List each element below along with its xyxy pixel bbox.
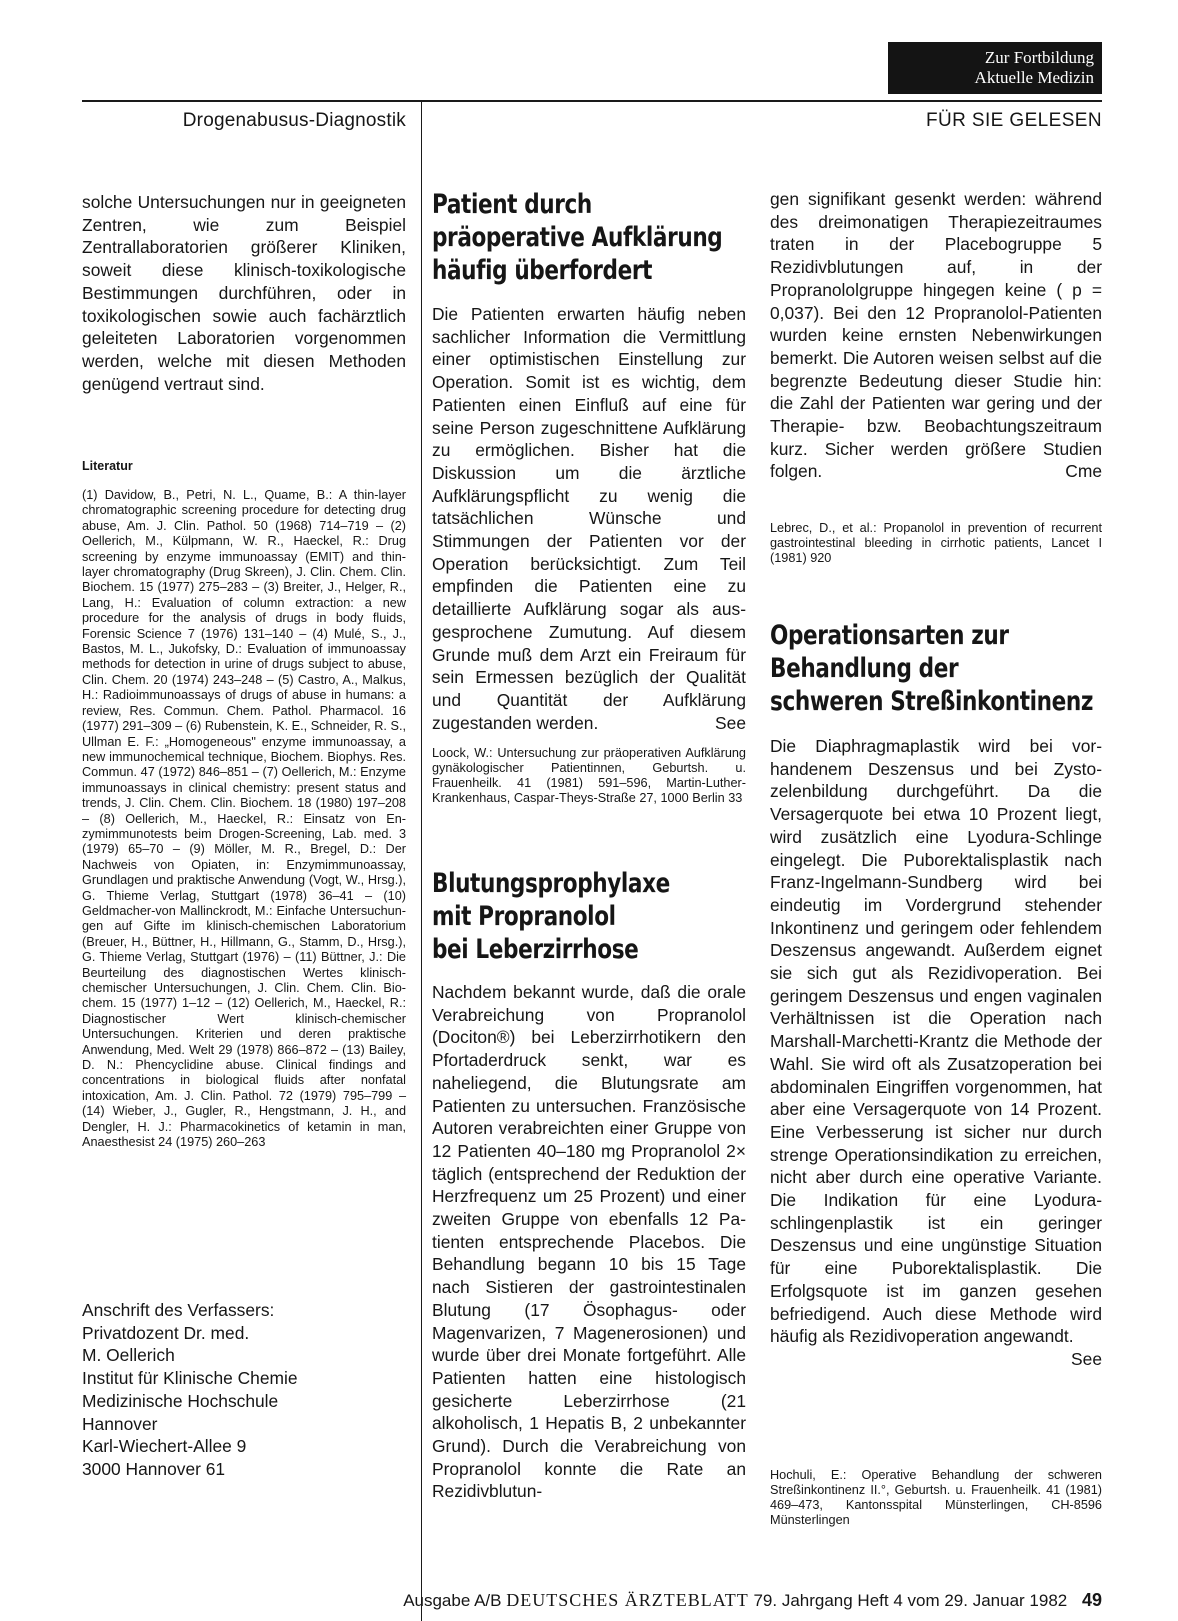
headline-line: präoperative Aufklärung <box>432 222 723 253</box>
page-number: 49 <box>1081 1590 1102 1610</box>
article3-source: Hochuli, E.: Operative Behandlung der schweren Streßinkontinenz II.°, Geburtsh. u. Frauenheilk. 41 (1981) 469–473, Kantonsspital Münsterlingen, CH-8596 Münsterlingen <box>770 1468 1102 1527</box>
article1-headline <box>432 188 746 287</box>
footer-issue: 79. Jahrgang Heft 4 vom 29. Januar 1982 <box>753 1591 1068 1610</box>
footer-journal: DEUTSCHES ÄRZTEBLATT <box>506 1590 749 1610</box>
section-tag-line1: Zur Fortbildung <box>984 48 1094 67</box>
page-footer <box>82 1590 1102 1611</box>
section-tag <box>888 42 1102 94</box>
article3-headline <box>770 619 1102 718</box>
article3-signoff: See <box>1071 1348 1102 1369</box>
address-line: Hannover <box>82 1413 158 1434</box>
author-address <box>82 1299 406 1481</box>
address-line: Karl-Wiechert-Allee 9 <box>82 1436 247 1457</box>
article2-source: Lebrec, D., et al.: Propanolol in prevention of recurrent gastrointestinal bleeding in cirrhotic patients, Lancet I (1981) 920 <box>770 521 1102 565</box>
article2-body-part1: Nachdem bekannt wurde, daß die orale Verabreichung von Propranolol (Dociton®) bei Leberzirrhotikern den Pfortaderdruck senkt, war es naheliegend, die Blutungsrate am Patienten zu untersuchen. Französische Autoren verabreichten einer Gruppe von 12 Patienten 40–180 mg Propranolol 2× täglich (entsprechend der Reduktion der Herzfrequenz um 25 Prozent) und einer zweiten Gruppe von ebenfalls 12 Patienten entsprechende Placebos. Die Behandlung begann 10 bis 15 Tage nach Sistieren der gastrointestinalen Blutung (17 Ösophagus- oder Magenvarizen, 7 Magenerosionen) und wurde über drei Monate fortgeführt. Alle Patienten hatten eine histologisch gesicherte Leberzirrhose (21 alkoholisch, 1 Hepatis B, 2 unbekannter Grund). Durch die Verabreichung von Propranolol konnte die Rate an Rezidivblutun- <box>432 982 746 1502</box>
address-line: 3000 Hannover 61 <box>82 1458 226 1479</box>
article2-signoff: Cme <box>1065 461 1102 482</box>
address-line: Anschrift des Verfassers: <box>82 1300 275 1320</box>
article3-body-text: Die Diaphragmaplastik wird bei vorhandenem Deszensus und bei Zystozelenbildung durchgeführt. Da die Versagerquote bei etwa 10 Prozent liegt, wird zusätzlich eine Lyodura-Schlinge eingelegt. Die Puborektalisplastik nach Franz-Ingelmann-Sundberg wird bei eindeutig im Vordergrund stehender Inkontinenz und geringem oder fehlendem Deszensus angewandt. Außerdem eignet sie sich gut als Rezidivoperation. Bei geringem Deszensus und engen vaginalen Verhältnissen ist die Operation nach Marshall-Marchetti-Krantz die Methode der Wahl. Sie wird oft als Zusatzoperation bei abdominalen Eingriffen vorgenommen, hat aber eine Versagerquote von 14 Prozent. Eine Verbesserung ist sicher nur durch strenge Operationsindikation zu erreichen, nicht aber durch eine operative Variante. Die Indikation für eine Lyoduraschlingenplastik ist ein geringer Deszensus und eine ungünstige Situation für eine Puborektalisplastik. Die Erfolgsquote ist im ganzen gesehen befriedigend. Auch diese Methode wird häufig als Rezidivoperation angewandt. <box>770 736 1102 1347</box>
address-line: Institut für Klinische Chemie <box>82 1368 298 1389</box>
article1-source: Loock, W.: Untersuchung zur präoperativen Aufklärung gynäkologischer Patientinnen, Geburtsh. u. Frauenheilk. 41 (1981) 591–596, Martin-Luther-Krankenhaus, Caspar-Theys-Straße 27, 1000 Berlin 33 <box>432 746 746 805</box>
article2-body-text: gen signifikant gesenkt werden: während des dreimonatigen Therapiezeitraumes traten in der Placebogruppe 5 Rezidivblutungen auf, in der Propranololgruppe hingegen keine ( p = 0,037). Bei den 12 Propranolol-Patienten wurden keine ernsten Nebenwirkungen bemerkt. Die Autoren weisen selbst auf die begrenzte Bedeutung dieser Studie hin: die Zahl der Patienten war gering und der Therapie- bzw. Beobachtungszeitraum kurz. Sicher werden größere Studien folgen. <box>770 189 1102 482</box>
headline-line: Behandlung der <box>770 653 959 684</box>
headline-line: bei Leberzirrhose <box>432 934 639 965</box>
running-head-right: FÜR SIE GELESEN <box>926 110 1102 131</box>
article2-body-part2 <box>770 188 1102 483</box>
address-line: Privatdozent Dr. med. <box>82 1322 250 1343</box>
headline-line: Operationsarten zur <box>770 620 1009 651</box>
article1-body <box>432 303 746 734</box>
address-line: Medizinische Hochschule <box>82 1390 279 1411</box>
section-tag-line2: Aktuelle Medizin <box>974 68 1094 87</box>
references-list: (1) Davidow, B., Petri, N. L., Quame, B.: A thin-layer chromatographic screening procedure for detecting drug abuse, Am. J. Clin. Pathol. 50 (1968) 714–719 – (2) Oellerich, M., Külpmann, W. R., Haeckel, R.: Drug screening by enzyme immunoassay (EMIT) and thin-layer chromatography (Drug Skreen), J. Clin. Chem. Clin. Biochem. 15 (1977) 275–283 – (3) Breiter, J., Helger, R., Lang, H.: Evaluation of column extraction: a new procedure for the analysis of drugs in body fluids, Forensic Science 7 (1976) 131–140 – (4) Mulé, S., J., Bastos, M. L., Jukofsky, D.: Evaluation of immunoassay methods for detection in urine of drugs subject to abuse, Clin. Chem. 20 (1974) 243–248 – (5) Castro, A., Malkus, H.: Radioimmunoassays of drugs of abuse in humans: a review, Res. Commun. Chem. Pathol. Pharmacol. 16 (1977) 291–309 – (6) Rubenstein, K. E., Schneider, R. S., Ullman E. F.: „Homogeneous" enzyme immunoassay, a new immunochemical technique, Biochem. Biophys. Res. Commun. 47 (1972) 846–851 – (7) Oellerich, M.: Enzyme immunoassays in clinical chemistry: present status and trends, J. Clin. Chem. Clin. Biochem. 18 (1980) 197–208 – (8) Oellerich, M., Haeckel, R.: Einsatz von Enzymimmunotests beim Drogen-Screening, Lab. med. 3 (1979) 65–70 – (9) Möller, M. R., Bregel, D.: Der Nachweis von Opiaten, in: Enzymimmunoassay, Grundlagen und praktische Anwendung (Vogt, W., Hrsg.), G. Thieme Verlag, Stuttgart (1978) 36–41 – (10) Geldmacher-von Mallinckrodt, M.: Einfache Untersuchungen auf Gifte im klinisch-chemischen Laboratorium (Breuer, H., Büttner, H., Hillmann, G., Stamm, D., Hrsg.), G. Thieme Verlag, Stuttgart (1976) – (11) Büttner, J.: Die Beurteilung des diagnostischen Wertes klinisch-chemischer Untersuchungen, J. Clin. Chem. Clin. Biochem. 15 (1977) 1–12 – (12) Oellerich, M., Haeckel, R.: Diagnostischer Wert klinisch-chemischer Untersuchungen. Kriterien und deren praktische Anwendung, Med. Welt 29 (1978) 866–872 – (13) Bailey, D. N.: Phencyclidine abuse. Clinical findings and concentrations in biological fluids after nonfatal intoxication, Am. J. Clin. Pathol. 72 (1979) 795–799 – (14) Wieber, J., Gugler, R., Hengstmann, J. H., and Dengler, H. J.: Pharmacokinetics of ketamin in man, Anaesthesist 24 (1975) 260–263 <box>82 488 406 1150</box>
headline-line: Blutungsprophylaxe <box>432 868 670 899</box>
headline-line: Patient durch <box>432 189 592 220</box>
column-divider <box>421 100 422 1621</box>
headline-line: mit Propranolol <box>432 901 616 932</box>
article2-headline <box>432 867 746 966</box>
references-label: Literatur <box>82 459 133 473</box>
address-line: M. Oellerich <box>82 1345 175 1366</box>
header-rule <box>82 100 1102 102</box>
headline-line: häufig überfordert <box>432 255 653 286</box>
headline-line: schweren Streßinkontinenz <box>770 686 1094 717</box>
footer-edition: Ausgabe A/B <box>403 1591 502 1610</box>
article1-body-text: Die Patienten erwarten häufig neben sachlicher Information die Vermittlung einer optimistischen Einstellung zur Operation. Somit ist es wichtig, dem Patienten einen Einfluß auf eine für seine Person zugeschnittene Aufklärung zu ermöglichen. Bisher hat die Diskussion um die ärztliche Aufklärungspflicht zu wenig die tatsächlichen Wünsche und Stimmungen der Patienten vor der Operation berücksichtigt. Zum Teil empfinden die Patienten eine zu detaillierte Aufklärung sogar als ausgesprochene Zumutung. Auf diesem Grunde muß dem Arzt ein Freiraum für sein Ermessen bezüglich der Qualität und Quantität der Aufklärung zugestanden werden. <box>432 304 746 733</box>
running-head-left: Drogenabusus-Diagnostik <box>182 110 406 131</box>
article-continuation-text: solche Untersuchungen nur in geeigneten Zentren, wie zum Beispiel Zentrallaboratorien größerer Kliniken, soweit diese klinisch-toxikologische Bestimmungen durchführen, oder in toxikologischen sowie auch fachärztlich geleiteten Laboratorien vorgenommen werden, welche mit diesen Methoden genügend vertraut sind. <box>82 192 406 394</box>
article1-signoff: See <box>715 712 746 733</box>
article3-body <box>770 735 1102 1371</box>
